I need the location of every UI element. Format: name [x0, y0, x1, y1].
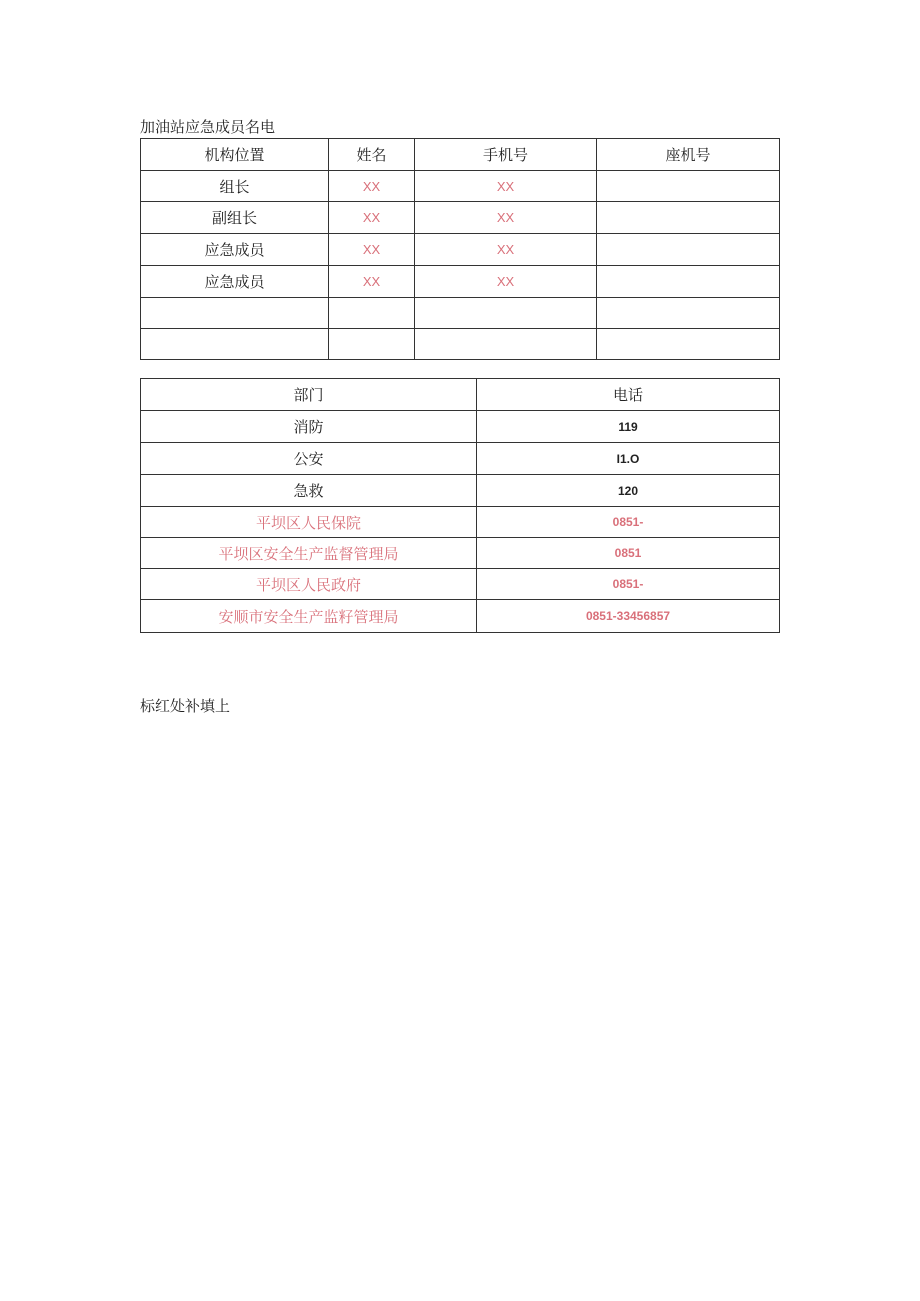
- table-row: [141, 171, 780, 202]
- table-row: [141, 475, 780, 507]
- header-landline: 座机号: [597, 139, 780, 171]
- cell-landline: [597, 171, 780, 202]
- cell-position: 应急成员: [141, 234, 329, 266]
- header-department: 部门: [141, 379, 477, 411]
- header-name: 姓名: [329, 139, 415, 171]
- cell-name: XX: [329, 171, 415, 202]
- cell-landline: [597, 329, 780, 360]
- cell-position: 组长: [141, 171, 329, 202]
- cell-position: [141, 329, 329, 360]
- cell-landline: [597, 266, 780, 298]
- cell-landline: [597, 298, 780, 329]
- cell-department: 平坝区人民保院: [141, 507, 477, 538]
- cell-phone: I1.O: [477, 443, 780, 475]
- cell-phone: 0851: [477, 538, 780, 569]
- cell-mobile: [415, 329, 597, 360]
- cell-name: XX: [329, 202, 415, 234]
- table-row: [141, 538, 780, 569]
- cell-name: [329, 298, 415, 329]
- cell-department: 公安: [141, 443, 477, 475]
- cell-department: 平坝区安全生产监督管理局: [141, 538, 477, 569]
- table-row: [141, 569, 780, 600]
- cell-mobile: XX: [415, 171, 597, 202]
- table-row: [141, 298, 780, 329]
- cell-mobile: [415, 298, 597, 329]
- cell-name: XX: [329, 266, 415, 298]
- table-row: [141, 443, 780, 475]
- cell-mobile: XX: [415, 202, 597, 234]
- table-row: [141, 234, 780, 266]
- emergency-contacts-table: [140, 378, 780, 633]
- fill-in-note: 标红处补填上: [140, 697, 231, 715]
- cell-department: 平坝区人民政府: [141, 569, 477, 600]
- cell-name: XX: [329, 234, 415, 266]
- cell-position: 副组长: [141, 202, 329, 234]
- table-row: [141, 600, 780, 633]
- cell-department: 消防: [141, 411, 477, 443]
- table-header-row: [141, 379, 780, 411]
- cell-name: [329, 329, 415, 360]
- cell-phone: 0851-: [477, 569, 780, 600]
- cell-position: [141, 298, 329, 329]
- document-title: 加油站应急成员名电: [140, 118, 276, 136]
- cell-landline: [597, 202, 780, 234]
- cell-phone: 0851-: [477, 507, 780, 538]
- table-row: [141, 266, 780, 298]
- emergency-members-table: [140, 138, 780, 360]
- header-position: 机构位置: [141, 139, 329, 171]
- cell-department: 急救: [141, 475, 477, 507]
- cell-mobile: XX: [415, 234, 597, 266]
- cell-position: 应急成员: [141, 266, 329, 298]
- table-row: [141, 507, 780, 538]
- header-mobile: 手机号: [415, 139, 597, 171]
- cell-phone: 120: [477, 475, 780, 507]
- cell-landline: [597, 234, 780, 266]
- table-row: [141, 411, 780, 443]
- cell-phone: 119: [477, 411, 780, 443]
- table-header-row: [141, 139, 780, 171]
- header-phone: 电话: [477, 379, 780, 411]
- cell-mobile: XX: [415, 266, 597, 298]
- cell-phone: 0851-33456857: [477, 600, 780, 633]
- table-row: [141, 202, 780, 234]
- cell-department: 安顺市安全生产监籽管理局: [141, 600, 477, 633]
- table-row: [141, 329, 780, 360]
